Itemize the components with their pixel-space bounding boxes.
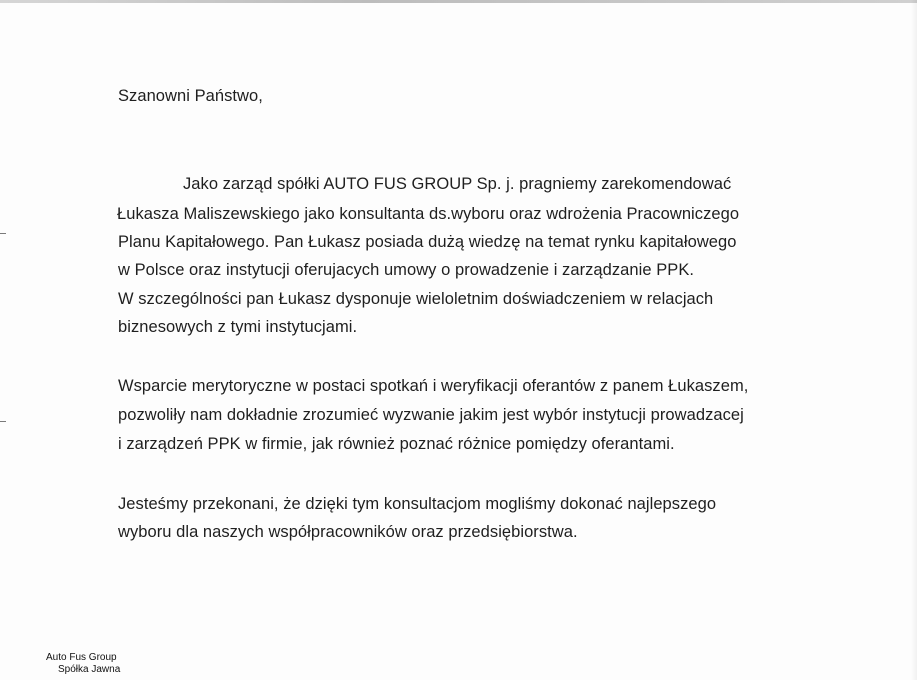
- paragraph-1-line-2: Łukasza Maliszewskiego jako konsultanta ds.wyboru oraz wdrożenia Pracowniczego: [117, 205, 740, 223]
- paragraph-2-line-2: pozwoliły nam dokładnie zrozumieć wyzwanie jakim jest wybór instytucji prowadzacej: [118, 406, 744, 424]
- paragraph-3-line-2: wyboru dla naszych współpracowników oraz przedsiębiorstwa.: [118, 523, 578, 541]
- company-footer: [46, 652, 120, 676]
- paragraph-1-line-3: Planu Kapitałowego. Pan Łukasz posiada dużą wiedzę na temat rynku kapitałowego: [118, 233, 737, 251]
- footer-company-form: Spółka Jawna: [58, 664, 121, 675]
- paragraph-2-line-3: i zarządzeń PPK w firmie, jak również poznać różnice pomiędzy oferantami.: [118, 435, 675, 453]
- paragraph-3-line-1: Jesteśmy przekonani, że dzięki tym konsultacjom mogliśmy dokonać najlepszego: [118, 495, 717, 513]
- salutation: Szanowni Państwo,: [118, 87, 263, 105]
- paragraph-1-line-1: Jako zarząd spółki AUTO FUS GROUP Sp. j. pragniemy zarekomendować: [183, 175, 732, 193]
- paragraph-1-line-6: biznesowych z tymi instytucjami.: [118, 318, 358, 336]
- paragraph-1-line-4: w Polsce oraz instytucji oferujacych umowy o prowadzenie i zarządzanie PPK.: [118, 261, 695, 279]
- paragraph-2-line-1: Wsparcie merytoryczne w postaci spotkań i weryfikacji oferantów z panem Łukaszem,: [118, 377, 749, 395]
- footer-company-name: Auto Fus Group: [46, 652, 117, 663]
- paragraph-1-line-5: W szczególności pan Łukasz dysponuje wieloletnim doświadczeniem w relacjach: [118, 290, 714, 308]
